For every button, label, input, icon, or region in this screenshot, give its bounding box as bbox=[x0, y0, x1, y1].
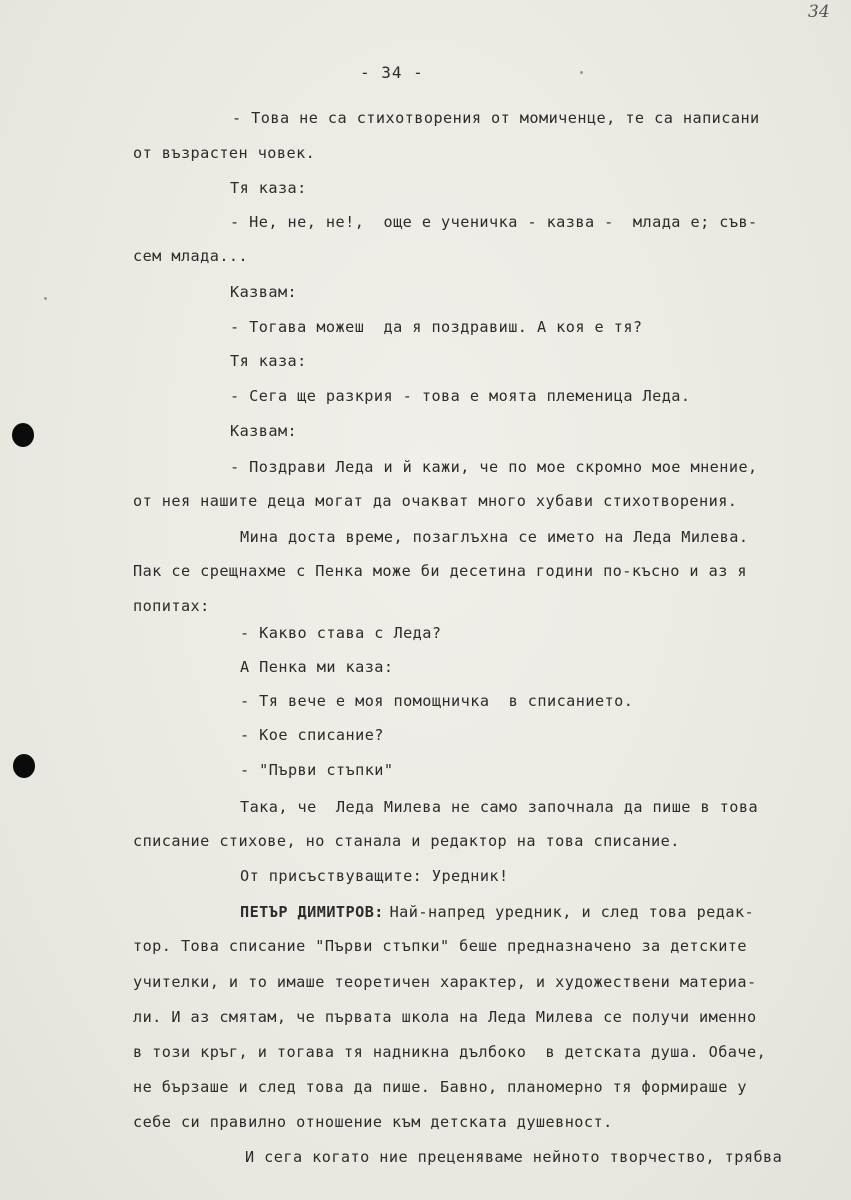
text-line: - Какво става с Леда? bbox=[240, 624, 442, 642]
text-line: Тя каза: bbox=[230, 352, 307, 370]
text-line: Казвам: bbox=[230, 422, 298, 440]
text-line: Казвам: bbox=[230, 283, 298, 301]
text-line: Мина доста време, позаглъхна се името на Леда Милева. bbox=[240, 528, 749, 546]
text-line: - Поздрави Леда и й кажи, че по мое скромно мое мнение, bbox=[230, 458, 758, 476]
text-line: Пак се срещнахме с Пенка може би десетина години по-късно и аз я bbox=[133, 562, 747, 580]
text-line: А Пенка ми каза: bbox=[240, 658, 394, 676]
text-line: ли. И аз смятам, че първата школа на Леда Милева се получи именно bbox=[133, 1008, 757, 1026]
text-line: Най-напред уредник, и след това редак- bbox=[380, 903, 755, 921]
punch-hole bbox=[12, 423, 34, 447]
text-line: - Това не са стихотворения от момиченце, те са написани bbox=[232, 109, 760, 127]
text-line: от нея нашите деца могат да очакват много хубави стихотворения. bbox=[133, 492, 738, 510]
text-line: себе си правилно отношение към детската душевност. bbox=[133, 1113, 613, 1131]
speck bbox=[44, 297, 47, 300]
handwritten-page-number: 34 bbox=[808, 2, 830, 22]
text-line: От присъствуващите: Уредник! bbox=[240, 867, 509, 885]
text-line: в този кръг, и тогава тя надникна дълбоко в детската душа. Обаче, bbox=[133, 1043, 767, 1061]
text-line: - Сега ще разкрия - това е моята племеница Леда. bbox=[230, 387, 691, 405]
text-line: тор. Това списание "Първи стъпки" беше предназначено за детските bbox=[133, 937, 747, 955]
text-line: от възрастен човек. bbox=[133, 144, 316, 162]
text-line: И сега когато ние преценяваме нейното творчество, трябва bbox=[245, 1148, 783, 1166]
text-line: сем млада... bbox=[133, 247, 249, 265]
text-line: - Кое списание? bbox=[240, 726, 384, 744]
text-line: Тя каза: bbox=[230, 179, 307, 197]
text-line: - Тогава можеш да я поздравиш. А коя е тя? bbox=[230, 318, 643, 336]
text-line: списание стихове, но станала и редактор на това списание. bbox=[133, 832, 680, 850]
speck bbox=[580, 71, 583, 74]
text-line: - Тя вече е моя помощничка в списанието. bbox=[240, 692, 634, 710]
text-line: Така, че Леда Милева не само започнала да пише в това bbox=[240, 798, 759, 816]
text-line: попитах: bbox=[133, 597, 210, 615]
text-line: - "Първи стъпки" bbox=[240, 761, 394, 779]
punch-hole bbox=[13, 754, 35, 778]
text-line: учителки, и то имаше теоретичен характер, и художествени материа- bbox=[133, 973, 757, 991]
page-number: - 34 - bbox=[360, 63, 424, 82]
text-line: - Не, не, не!, още е ученичка - казва - млада е; съв- bbox=[230, 213, 758, 231]
speaker-name: ПЕТЪР ДИМИТРОВ: bbox=[240, 903, 384, 921]
text-line: не бързаше и след това да пише. Бавно, планомерно тя формираше у bbox=[133, 1078, 747, 1096]
